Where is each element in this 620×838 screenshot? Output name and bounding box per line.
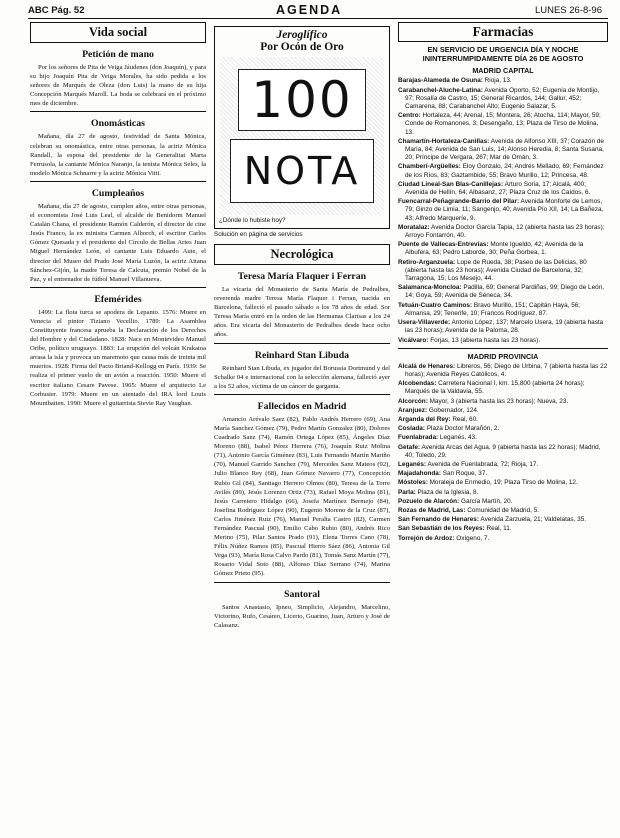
pharmacy-entry [398,516,608,524]
puzzle-image [220,57,384,215]
divider [30,287,206,288]
pharmacy-addresses: Hortaleza, 44; Arenal, 15; Montera, 26; Atocha, 114; Mayor, 59; Conde de Romanones, 3; Desengaño, 13; Plaza de Tirso de Molina, 13. [405,112,601,136]
pharmacy-entry [398,112,608,137]
pharmacy-addresses: Avenida Zarzuela, 21; Valdelatas, 35. [480,516,587,524]
pharmacy-zone: San Fernando de Henares: [398,516,479,524]
middle-column [214,22,390,630]
pharmacy-entry [398,407,608,415]
pharmacy-addresses: Comunidad de Madrid, 5. [467,506,540,514]
pharmacy-entry [398,181,608,197]
obituary-heading: Teresa María Flaquer i Ferran [237,271,367,282]
divider [214,343,390,344]
pharmacy-addresses: Bravo Murillo, 151; Capitán Haya, 56; Almansa, 29; Tenerife, 10; Francos Rodríguez, 87. [405,301,581,317]
pharmacy-zone: Majadahonda: [398,470,441,478]
pharmacy-zone: Getafe: [398,443,421,451]
pharmacy-entry [398,470,608,478]
pharmacy-zone: Leganés: [398,460,427,468]
pharmacy-addresses: Libreros, 56; Diego de Urbina, 7 (abierta hasta las 22 horas); Avenida Reyes Católicos, 4. [405,362,608,378]
pharmacy-zone: Ciudad Lineal-San Blas-Canillejas: [398,180,504,188]
pharmacy-zone: Coslada: [398,425,425,433]
farmacias-subtitle: EN SERVICIO DE URGENCIA DÍA Y NOCHE ININTERRUMPIDAMENTE DÍA 26 DE AGOSTO [422,45,584,64]
pharmacy-zone: Arganda del Rey: [398,415,451,423]
pharmacy-addresses: Arturo Soria, 17; Alcalá, 400; Avenida de Hellín, 64; Albasanz, 27; Plaza Cruz de los Caídos, 6. [405,180,591,197]
pharmacy-zone: Tetuán-Cuatro Caminos: [398,301,473,309]
pharmacy-zone: Salamanca-Moncloa: [398,284,462,292]
pharmacy-zone: San Sebastián de los Reyes: [398,525,485,533]
pharmacy-entry [398,416,608,424]
pharmacy-zone: Carabanchel-Aluche-Latina: [398,86,483,94]
pharmacy-entry [398,479,608,487]
obituary-text: Reinhard Stan Libuda, ex jugador del Borussia Dortmund y del Schalke 04 e internacional con la selección alemana, falleció ayer a los 52 años, víctima de un cáncer de garganta. [214,364,390,390]
divider [30,181,206,182]
jeroglifico-author: Por Ocón de Oro [260,41,344,53]
obituary-text: Santos Anastasio, Ipneo, Simplicio, Alejandro, Marcelino, Victorino, Rufo, Cesáreo, Licerio, Guarino, Juan, Arturo y José de Calasanz. [214,603,390,629]
farmacias-column [398,22,608,544]
puzzle-tile-number: 100 [238,69,366,131]
pharmacy-zone: Chamberí-Argüelles: [398,163,461,171]
pharmacy-addresses: Rioja, 13. [484,77,512,85]
pharmacy-zone: Centro: [398,112,421,120]
page-date: LUNES 26-8-96 [534,5,602,16]
vida-social-column [30,22,206,408]
pharmacy-entry [398,380,608,396]
pharmacy-addresses: Lope de Rueda, 38; Paseo de las Delicias, 80 (abierta hasta las 23 horas); Avenida Ciudad de Barcelona, 32; Tarragona, 15; Los Mesejo, 44. [405,258,587,283]
obituary-text: La vicaria del Monasterio de Santa María de Pedralbes, reverenda madre Teresa María Flaquer i Ferran, nacida en Barcelona, falleció el pasado sábado a los 78 años de edad. Sor Teresa María entró en la orden de las Hermanas Clarisas a los 24 años. Era vicaria del Monasterio de Pedralbes desde hace ocho años. [214,286,390,339]
pharmacy-entry [398,425,608,433]
jeroglifico-question: ¿Dónde lo hubiste hoy? [219,217,286,224]
zone-heading: MADRID PROVINCIA [467,351,539,361]
section-heading: Onomásticas [91,118,145,130]
pharmacy-addresses: San Roque, 37. [442,470,488,478]
page-header [28,4,608,19]
pharmacy-zone: Rozas de Madrid, Las: [398,506,466,514]
pharmacy-zone: Chamartín-Hortaleza-Canillas: [398,137,490,145]
pharmacy-zone: Fuencarral-Peñagrande-Barrio del Pilar: [398,198,520,206]
pharmacy-entry [398,337,608,345]
pharmacy-list-capital [398,77,608,344]
pharmacy-addresses: Avenida Arcas del Agua, 9 (abierta hasta las 22 horas); Madrid, 40; Toledo, 29. [405,443,601,459]
pharmacy-entry [398,319,608,335]
pharmacy-addresses: Mayor, 3 (abierta hasta las 23 horas); Nueva, 23. [429,397,569,405]
pharmacy-entry [398,434,608,442]
pharmacy-addresses: Antonio López, 137; Marcelo Usera, 19 (abierta hasta las 23 horas); Avenida de la Paloma, 28. [405,319,604,335]
jeroglifico-title: Jeroglífico [276,29,328,41]
section-heading: Petición de mano [82,49,154,60]
pharmacy-addresses: Moraleja de Enmedio, 19; Plaza Tirso de Molina, 12. [429,479,578,487]
divider [30,111,206,112]
pharmacy-zone: Alcorcón: [398,397,428,405]
pharmacy-zone: Fuenlabrada: [398,434,439,442]
pharmacy-entry [398,138,608,163]
pharmacy-zone: Vicálvaro: [398,336,429,344]
page-number: ABC Pág. 52 [28,5,85,16]
pharmacy-entry [398,198,608,223]
pharmacy-addresses: Plaza de la Iglesia, 8. [417,488,479,496]
vida-social-title: Vida social [30,22,206,43]
pharmacy-zone: Usera-Villaverde: [398,319,451,327]
pharmacy-zone: Aranjuez: [398,406,428,414]
pharmacy-addresses: Forjas, 13 (abierta hasta las 23 horas). [430,336,540,344]
pharmacy-list-provincia [398,363,608,543]
pharmacy-addresses: Carretera Nacional I, km. 15,800 (abierta 24 horas); Marqués de la Valdavia, 55. [405,380,585,396]
pharmacy-addresses: Real, 60. [452,415,478,423]
jeroglifico-box [214,26,390,229]
obituary-heading: Fallecidos en Madrid [257,400,347,412]
pharmacy-addresses: Monte Igueldo, 42; Avenida de la Albufera, 63; Pedro Laborde, 30; Peña Gorbea, 1. [405,241,584,257]
pharmacy-addresses: Plaza Doctor Marañón, 2. [426,425,500,433]
puzzle-tile-word: NOTA [230,139,374,203]
pharmacy-zone: Alcobendas: [398,380,437,388]
pharmacy-entry [398,302,608,318]
divider [214,582,390,583]
pharmacy-addresses: Oxígeno, 7. [456,534,490,542]
obituary-heading: Santoral [284,588,320,600]
pharmacy-entry [398,461,608,469]
pharmacy-zone: Alcalá de Henares: [398,362,456,370]
pharmacy-addresses: Avenida de Fuenlabrada, 72; Rioja, 17. [427,460,539,468]
pharmacy-entry [398,535,608,543]
divider [398,348,608,349]
pharmacy-addresses: Eloy Gonzalo, 24; Andrés Mellado, 69; Fernández de los Ríos, 83; Gaztambide, 55; Bravo Murillo, 12; Princesa, 48. [405,163,604,179]
pharmacy-entry [398,444,608,460]
pharmacy-entry [398,498,608,506]
pharmacy-addresses: Real, 11. [486,525,512,533]
pharmacy-zone: Móstoles: [398,479,428,487]
pharmacy-zone: Torrejón de Ardoz: [398,534,455,542]
obituary-heading: Reinhard Stan Libuda [254,349,350,361]
pharmacy-zone: Barajas-Alameda de Osuna: [398,77,483,85]
pharmacy-entry [398,363,608,379]
pharmacy-entry [398,77,608,85]
section-title: AGENDA [276,3,343,17]
pharmacy-entry [398,259,608,284]
zone-heading: MADRID CAPITAL [472,66,534,76]
pharmacy-zone: Retiro-Arganzuela: [398,258,456,266]
pharmacy-entry [398,87,608,112]
pharmacy-entry [398,398,608,406]
pharmacy-addresses: Avenida de Alfonso XIII, 37; Corazón de María, 84; Avenida de San Luis, 14; Alonso Heredia, 8; Santa Susana, 20; Príncipe de Vergara, 267; Mar de Omán, 3. [405,137,604,162]
pharmacy-addresses: Avenida Doctor García Tapia, 12 (abierta hasta las 23 horas); Arroyo Fontarrón, 40. [405,223,605,240]
section-text: 1499: La flota turca se apodera de Lepanto. 1576: Muere en Venecia el pintor Tiziano Vecellio. 1789: La Asamblea Constituyente francesa aprueba la Declaración de los Derechos del Hombre y del Ciudadano. 1828: Nace en Montevideo Manuel Oribe, político uruguayo. 1883: La erupción del volcán Krakatoa arrasa la isla y provoca un maremoto que causa más de treinta mil muertos. 1928: Firma del Pacto Briand-Kellogg en París. 1939: Se realiza el primer vuelo de un avión a reacción. 1950: Muere el escritor italiano Cesare Pavese. 1965: Muere el arquitecto Le Corbusier. 1979: Muere en un atentado del IRA lord Louis Mountbatten. 1990: Muere el guitarrista Stevie Ray Vaughan. [30,308,206,407]
pharmacy-addresses: Avenida Monforte de Lemos, 79; Ginzo de Limia, 11; Sangenjo, 40; Avenida Pío XII, 14; La Bañeza, 43; Alfredo Marqueríe, 9. [405,198,604,222]
pharmacy-addresses: García Martín, 20. [460,497,513,505]
pharmacy-addresses: Leganés, 43. [439,434,477,442]
pharmacy-entry [398,163,608,179]
pharmacy-addresses: Avenida Oporto, 52; Eugenia de Montijo, 97; Rosalía de Castro, 15; General Ricardos, 144; Gallur, 452; Camarena, 88; Carabanchel Alto; Eugenio Salazar, 5. [405,86,600,111]
section-text: Mañana, día 27 de agosto, cumplen años, entre otras personas, el economista José Luis Leal, el alcalde de Benidorm Manuel Catalán Chana, el presidente Ramón Calderón, el director de cine Jesús Franco, la ex ministra Carmen Alborch, el escritor Carlos Gómez Quesada y el presidente del Círculo de Bellas Artes Juan Miguel Hernández León, el cantante Luis Eduardo Aute, el director del Museo del Prado José María Luzón, la actriz Aitana Sánchez-Gijón, la madre Teresa de Calcuta, premio Nobel de la Paz, y el entrenador de fútbol Manuel Villanueva. [30,202,206,283]
pharmacy-entry [398,507,608,515]
pharmacy-zone: Pozuelo de Alarcón: [398,497,460,505]
section-heading: Efemérides [94,293,142,305]
section-text: Por los señores de Pita de Veiga Jáudenes (don Joaquín), y para su hijo Joaquín Pita de Veiga Morales, ha sido pedida a los señores de Marqués de Oleza (don Luis) la mano de su hija Concepción Marqués Maroll. La boda se celebrará en el próximo mes de diciembre. [30,64,206,108]
section-text: Mañana, día 27 de agosto, festividad de Santa Mónica, celebran su onomástica, entre otras personas, la actriz Mónica Randall, la esposa del presidente de la Generalitat Marta Ferrusola, la cantante Mónica Naranjo, la tenista Mónica Seles, la modelo Mónica Schnarre y la actriz Mónica Vitti. [30,133,206,177]
pharmacy-entry [398,525,608,533]
pharmacy-zone: Puente de Vallecas-Entrevías: [398,241,489,249]
farmacias-title: Farmacias [398,22,608,42]
pharmacy-zone: Moratalaz: [398,223,430,231]
pharmacy-addresses: Padilla, 69; General Pardiñas, 99; Diego de León, 14; Goya, 59; Avenida de Séneca, 34. [405,284,605,300]
pharmacy-entry [398,284,608,300]
obituary-text: Amancio Arévalo Saez (82), Pablo Andrés Herrero (69), Ana María Sanchez Gómez (79), Pedro Martín Gonzalez (80), Dolores Cuadrado Sanz (74), Ramón Ortega López (85), Ángeles Díaz Moreno (88), Isabel Pérez Herrera (76), Joaquín Ruiz Molina (71), Antonio García Giménez (83), Luis Fernando Martín Mariño (70), Manuel Garrido Sanchez (79), Mercedes Sanz Mateos (92), Julio Blanco Rey (68), Juan Gómez Navarro (77), Concepción Rubio Gil (84), Santiago Herrero Olmos (80), Teresa de la Torre Avilés (89), Jesús Lorenzo Ortiz (73), Rafael Moya Molina (81), Jesús Carretero Hidalgo (66), Josefa Martínez Bermejo (84), Josefina Rodríguez López (90), Eugenio Moreno de la Cruz (87), Carlos Jiménez Ruiz (76), Manuel Peralta Castro (82), Carmen Fernández Pascual (90), Emilio Cabo Rubio (80), Andrés Rico Merino (75), Pilar Santos Prado (91), Elena Torres Cano (78), Félix Núñez Ramos (85), Pascual Hierro Sáez (86), Antonia Gil Vega (93), María Rosa Calvo Pardo (81), Tomás Sanz Martín (77), Rosario Vidal Soto (88), Alfonso Díaz Serrano (74), Marina Gómez Prieto (95). [214,415,390,578]
pharmacy-addresses: Gobernador, 124. [428,406,479,414]
section-heading: Cumpleaños [91,187,145,199]
necrologica-title: Necrológica [214,244,390,265]
pharmacy-entry [398,241,608,257]
pharmacy-entry [398,489,608,497]
pharmacy-entry [398,224,608,240]
solution-note: Solución en página de servicios [214,231,303,238]
pharmacy-zone: Parla: [398,488,416,496]
divider [214,394,390,395]
